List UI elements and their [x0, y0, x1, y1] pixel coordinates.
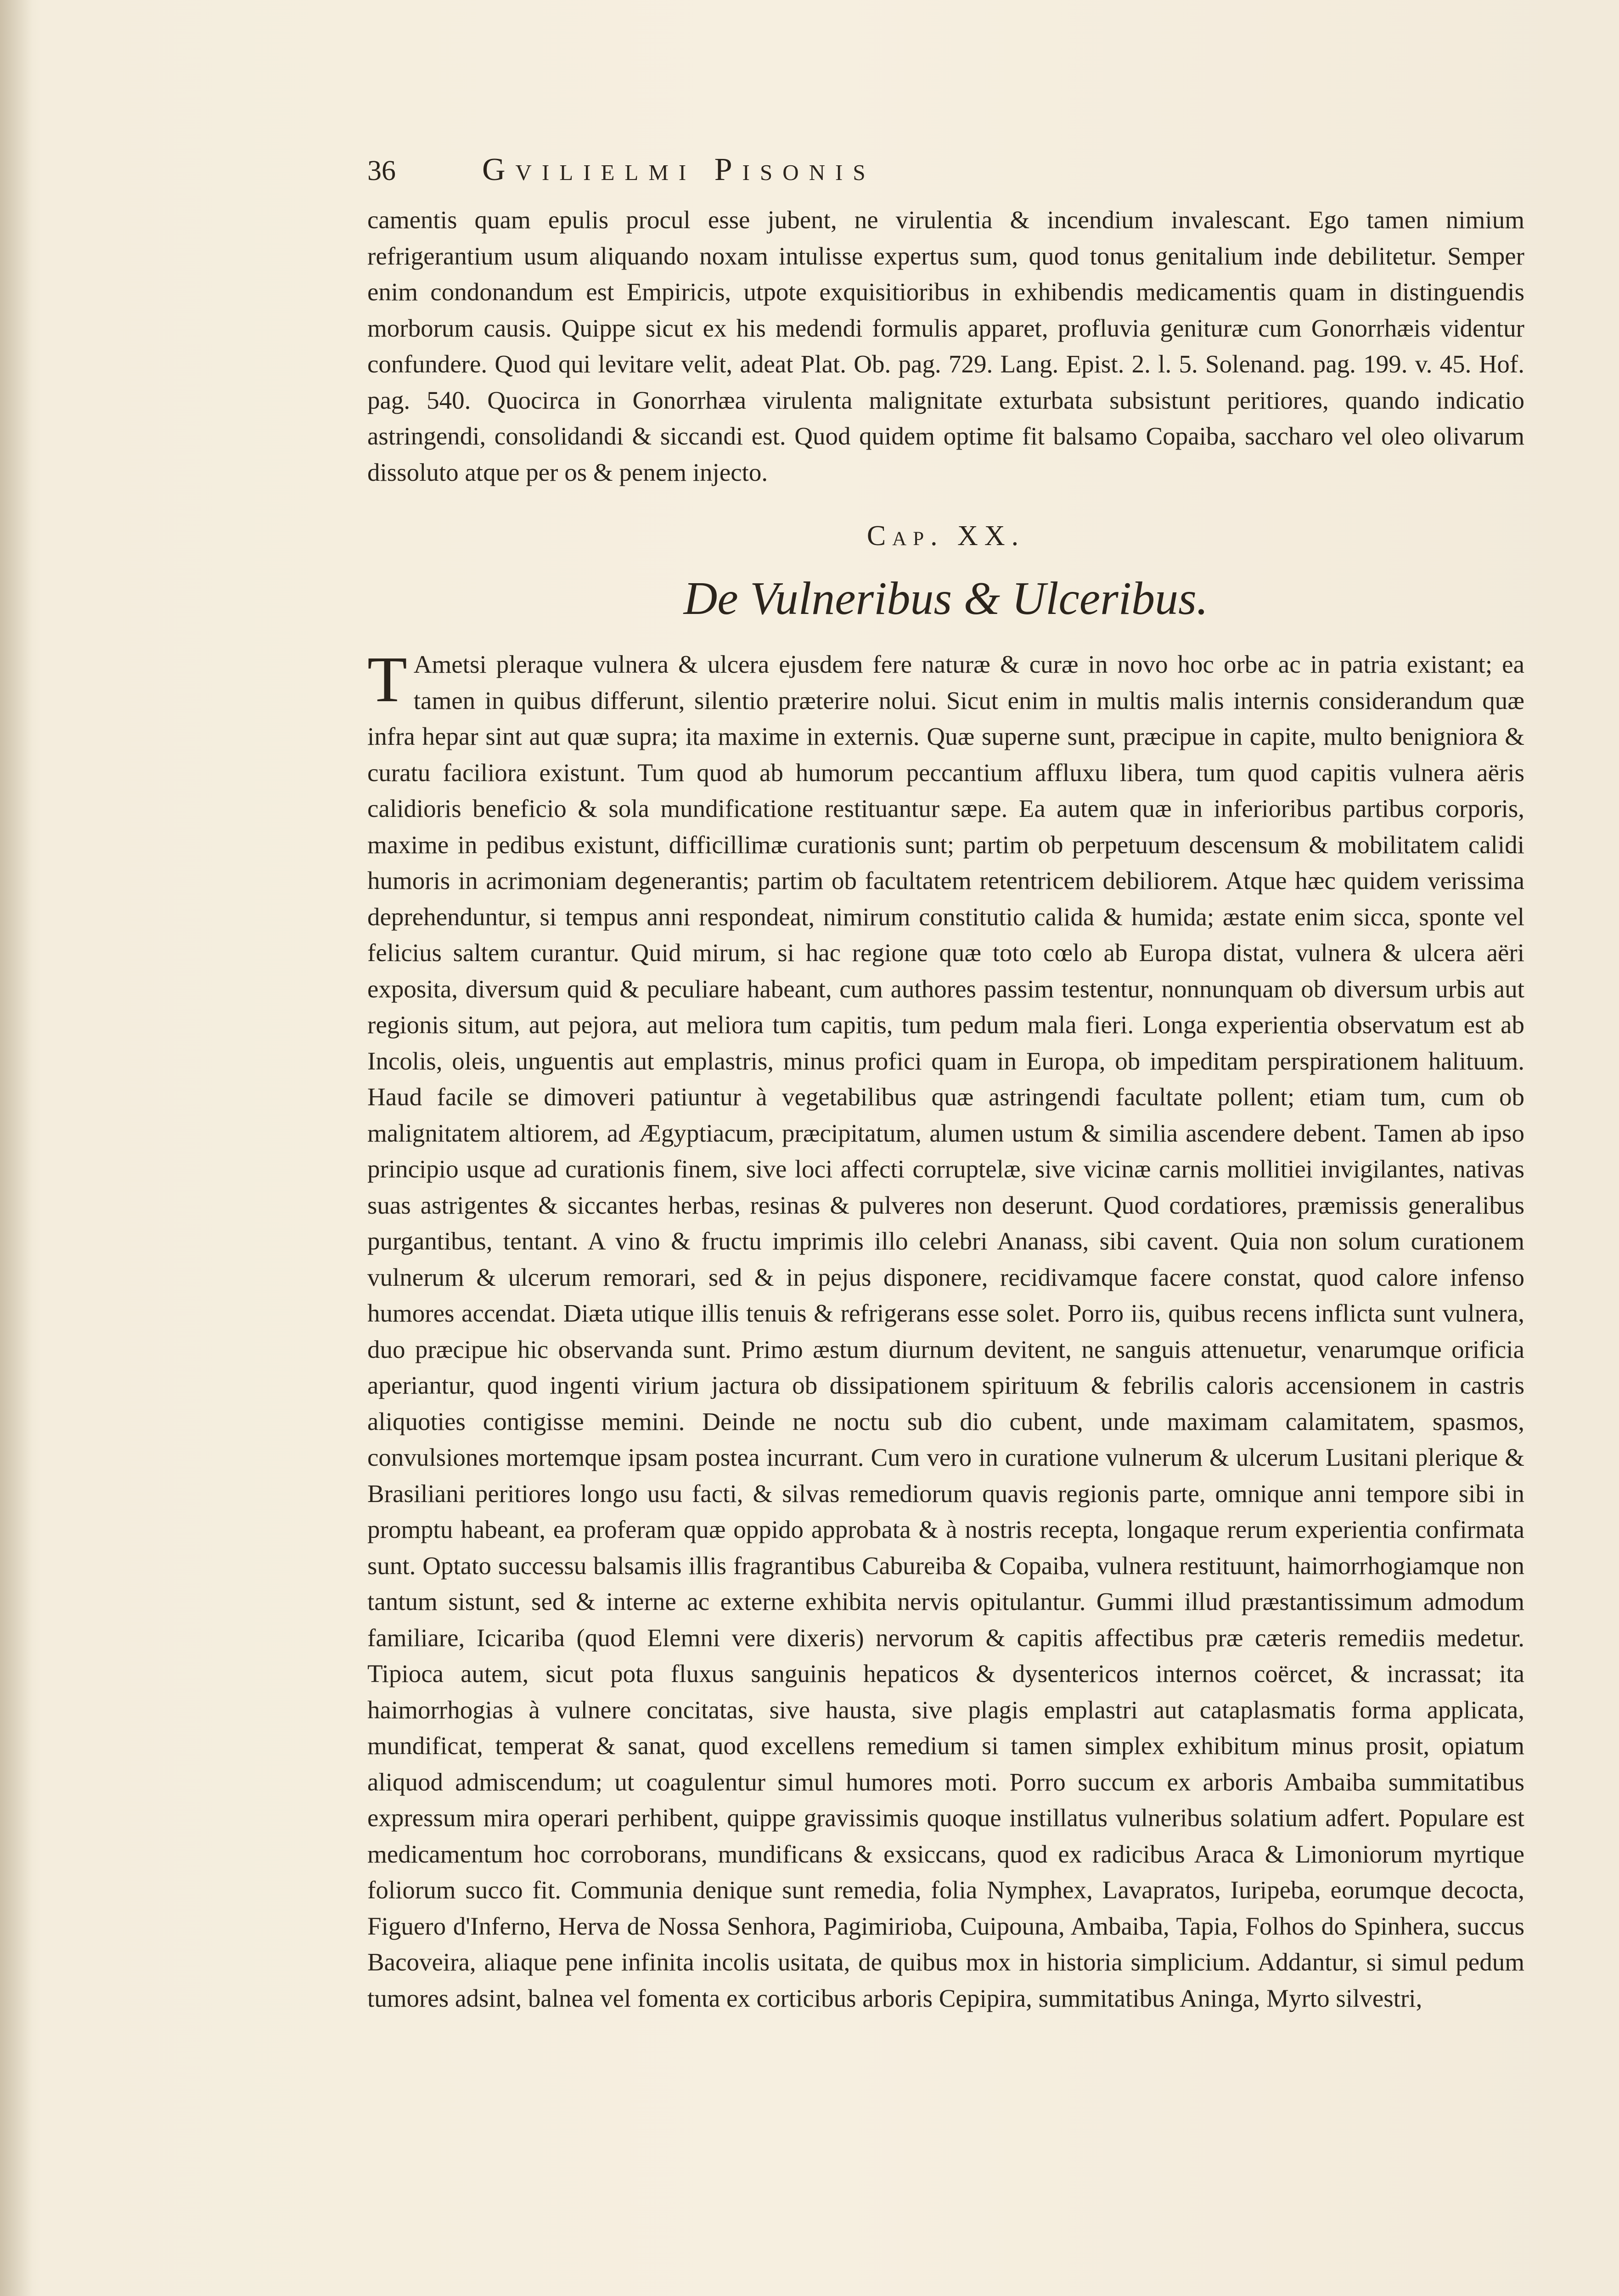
binding-shadow — [0, 0, 32, 2296]
running-title: Gvilielmi Pisonis — [482, 152, 876, 187]
chapter-label: Cap. XX. — [866, 520, 1025, 551]
chapter-body — [367, 643, 1524, 2016]
text-block — [367, 152, 1524, 2016]
chapter-title: De Vulneribus & Ulceribus. — [683, 573, 1209, 625]
drop-cap: T — [367, 643, 407, 715]
continuation-paragraph: camentis quam epulis procul esse jubent, ne virulentia & incendium invalescant. Ego tamen nimium refrigerantium usum aliquando noxam intulisse expertus sum, quod tonus genitalium inde debilitetur. Semper enim condonandum est Empiricis, utpote exquisitioribus in exhibendis medicamentis quam in distinguendis morborum causis. Quippe sicut ex his medendi formulis apparet, profluvia genituræ cum Gonorrhæis videntur confundere. Quod qui levitare velit, adeat Plat. Ob. pag. 729. Lang. Epist. 2. l. 5. Solenand. pag. 199. v. 45. Hof. pag. 540. Quocirca in Gonorrhæa virulenta malignitate exturbata subsistunt peritiores, quando indicatio astringendi, consolidandi & siccandi est. Quod quidem optime fit balsamo Copaiba, saccharo vel oleo olivarum dissoluto atque per os & penem injecto. — [367, 206, 1524, 486]
running-head — [367, 152, 1524, 202]
chapter-paragraph: Ametsi pleraque vulnera & ulcera ejusdem fere naturæ & curæ in novo hoc orbe ac in patria existant; ea tamen in quibus differunt, silentio præterire nolui. Sicut enim in multis malis internis considerandum quæ infra hepar sint aut quæ supra; ita maxime in externis. Quæ superne sunt, præcipue in capite, multo benigniora & curatu faciliora existunt. Tum quod ab humorum peccantium affluxu libera, tum quod capitis vulnera aëris calidioris beneficio & sola mundificatione restituantur sæpe. Ea autem quæ in inferioribus partibus corporis, maxime in pedibus existunt, difficillimæ curationis sunt; partim ob perpetuum descensum & mobilitatem calidi humoris in acrimoniam degenerantis; partim ob facultatem retentricem debiliorem. Atque hæc quidem verissima deprehenduntur, si tempus anni respondeat, nimirum constitutio calida & humida; æstate enim sicca, sponte vel felicius saltem curantur. Quid mirum, si hac regione quæ toto cœlo ab Europa distat, vulnera & ulcera aëri exposita, diversum quid & peculiare habeant, cum authores passim testentur, nonnunquam ob diversum urbis aut regionis situm, aut pejora, aut meliora tum capitis, tum pedum mala fieri. Longa experientia observatum est ab Incolis, oleis, unguentis aut emplastris, minus profici quam in Europa, ob impeditam perspirationem halituum. Haud facile se dimoveri patiuntur à vegetabilibus quæ astringendi facultate pollent; etiam tum, cum ob malignitatem altiorem, ad Ægyptiacum, præcipitatum, alumen ustum & similia ascendere debent. Tamen ab ipso principio usque ad curationis finem, sive loci affecti corruptelæ, sive vicinæ carnis mollitiei invigilantes, nativas suas astrigentes & siccantes herbas, resinas & pulveres non deserunt. Quod cordatiores, præmissis generalibus purgantibus, tentant. A vino & fructu imprimis illo celebri Ananass, sibi cavent. Quia non solum curationem vulnerum & ulcerum remorari, sed & in pejus disponere, recidivamque facere constat, quod calore infenso humores accendat. Diæta utique illis tenuis & refrigerans esse solet. Porro iis, quibus recens inflicta sunt vulnera, duo præcipue hic observanda sunt. Primo æstum diurnum devitent, ne sanguis attenuetur, venarumque orificia aperiantur, quod ingenti virium jactura ob dissipationem spirituum & febrilis caloris accensionem in castris aliquoties contigisse memini. Deinde ne noctu sub dio cubent, unde maximam calamitatem, spasmos, convulsiones mortemque ipsam postea incurrant. Cum vero in curatione vulnerum & ulcerum Lusitani plerique & Brasiliani peritiores longo usu facti, & silvas remediorum quavis regionis parte, omnique anni tempore sibi in promptu habeant, ea proferam quæ oppido approbata & à nostris recepta, longaque rerum experientia confirmata sunt. Optato successu balsamis illis fragrantibus Cabureiba & Copaiba, vulnera restituunt, haimorrhogiamque non tantum sistunt, sed & interne ac externe exhibita nervis opitulantur. Gummi illud præstantissimum admodum familiare, Icicariba (quod Elemni vere dixeris) nervorum & capitis affectibus præ cæteris remediis medetur. Tipioca autem, sicut pota fluxus sanguinis hepaticos & dysentericos internos coërcet, & incrassat; ita haimorrhogias à vulnere concitatas, sive hausta, sive plagis emplastri aut cataplasmatis forma applicata, mundificat, temperat & sanat, quod excellens remedium si tamen simplex exhibitum minus prosit, opiatum aliquod admiscendum; ut coagulentur simul humores moti. Porro succum ex arboris Ambaiba summitatibus expressum mira operari perhibent, quippe gravissimis quoque instillatus vulneribus solatium adfert. Populare est medicamentum hoc corroborans, mundificans & exsiccans, quod ex radicibus Araca & Limoniorum myrtique foliorum succo fit. Communia denique sunt remedia, folia Nymphex, Lavapratos, Iuripeba, eorumque decocta, Figuero d'Inferno, Herva de Nossa Senhora, Pagimirioba, Cuipouna, Ambaiba, Tapia, Folhos do Spinhera, succus Bacoveira, aliaque pene infinita incolis usitata, de quibus mox in historia simplicium. Addantur, si simul pedum tumores adsint, balnea vel fomenta ex corticibus arboris Cepipira, summitatibus Aninga, Myrto silvestri, — [367, 650, 1524, 2012]
page-number: 36 — [367, 155, 396, 186]
